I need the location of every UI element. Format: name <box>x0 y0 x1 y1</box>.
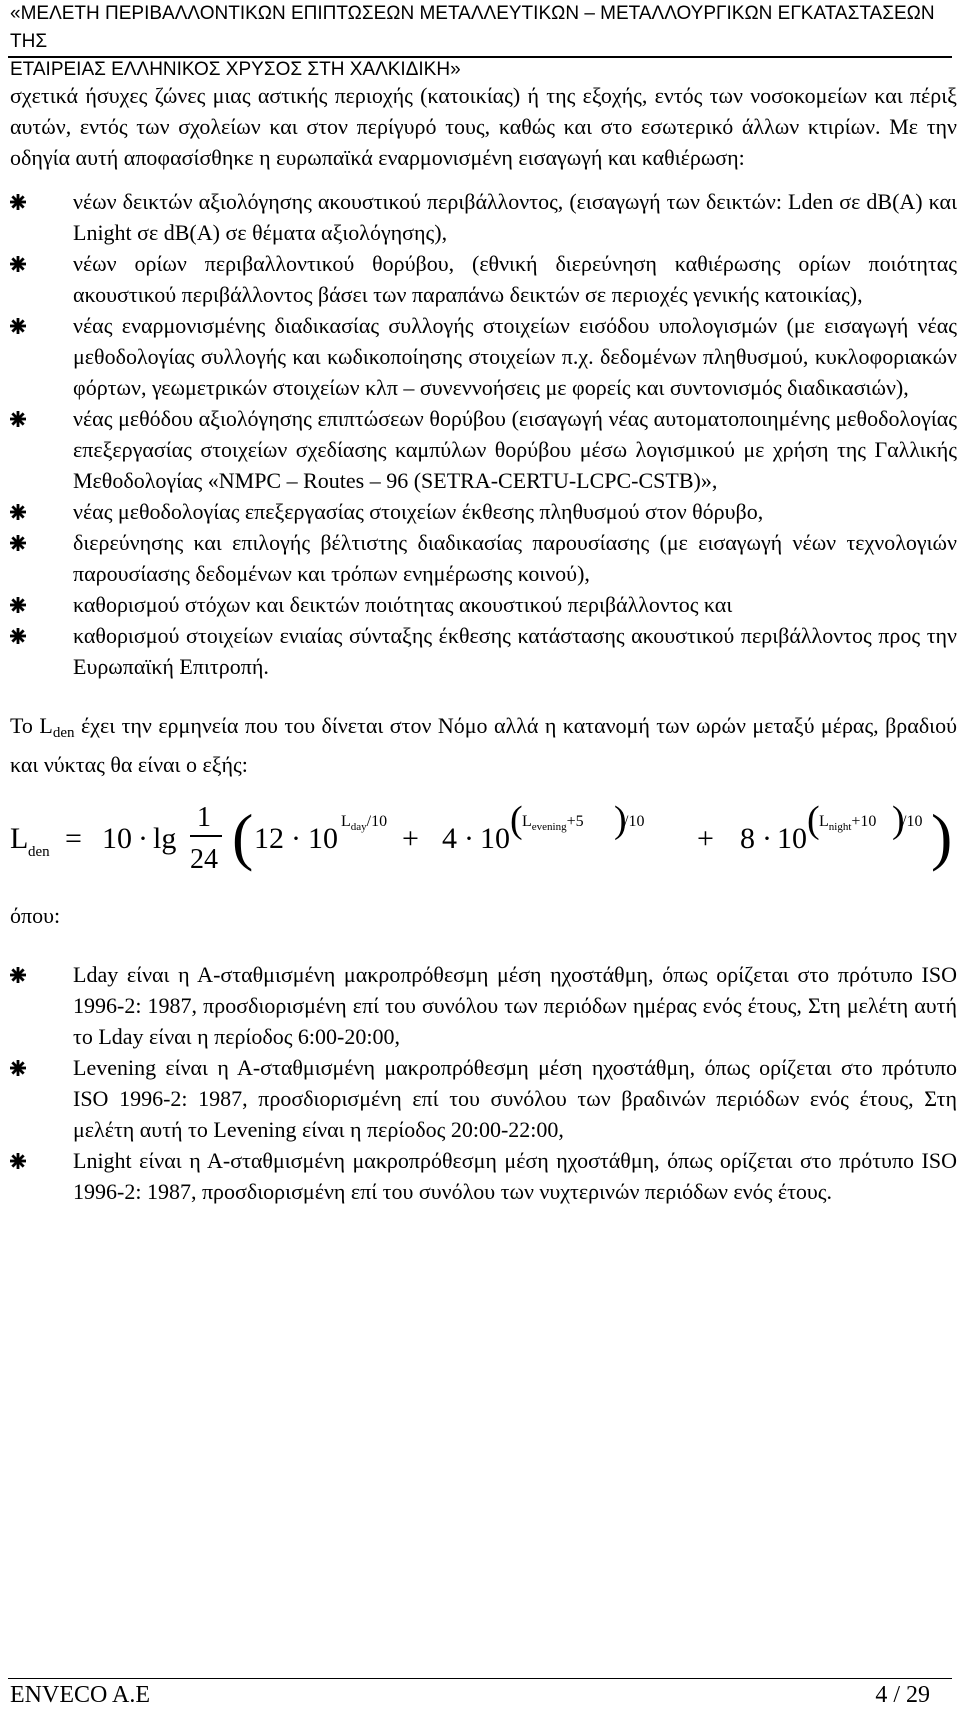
lden-before: Το L <box>10 713 53 738</box>
formula-paren-close: ) <box>931 801 953 872</box>
formula-t1-coef: 12 <box>254 822 284 855</box>
directive-bullet-list <box>10 186 957 682</box>
definition-item <box>10 1145 957 1207</box>
asterisk-bullet-icon <box>10 628 26 644</box>
formula-lhs-sub: den <box>28 844 50 860</box>
formula-lhs: L <box>10 822 29 855</box>
bullet-item-text: διερεύνησης και επιλογής βέλτιστης διαδικασίας παρουσίασης (με εισαγωγή νέων τεχνολογιών παρουσίασης δεδομένων και τρόπων ενημέρωσης κοινού), <box>73 530 957 586</box>
asterisk-bullet-icon <box>10 535 26 551</box>
formula-t1-ten: 10 <box>308 822 338 855</box>
where-label: όπου: <box>10 903 61 928</box>
bullet-item-text: νέων ορίων περιβαλλοντικού θορύβου, (εθνική διερεύνηση καθιέρωσης ορίων ποιότητας ακουστικού περιβάλλοντος βάσει των παραπάνω δεικτών σε περιοχές γενικής κατοικίας), <box>73 251 957 307</box>
formula-ten: 10 <box>102 822 132 855</box>
bullet-item <box>10 403 957 496</box>
bullet-item-text: καθορισμού στόχων και δεικτών ποιότητας ακουστικού περιβάλλοντος και <box>73 592 733 617</box>
lden-sentence <box>10 710 957 780</box>
bullet-item-text: νέων δεικτών αξιολόγησης ακουστικού περιβάλλοντος, (εισαγωγή των δεικτών: Lden σε dB(A) και Lnight σε dB(A) σε θέματα αξιολόγησης), <box>73 189 957 245</box>
formula-frac-den: 24 <box>190 844 218 875</box>
bullet-item <box>10 589 957 620</box>
bullet-item <box>10 310 957 403</box>
formula-plus-1: + <box>402 822 419 855</box>
formula-t2-exp: $L_{evening}+5$ <box>522 813 584 833</box>
formula-t3-exp-paren-open: ( <box>807 799 820 841</box>
formula-t1-exp: $L_{day}/10$ <box>341 813 388 833</box>
bullet-item-text: νέας μεθοδολογίας επεξεργασίας στοιχείων έκθεσης πληθυσμού στον θόρυβο, <box>73 499 764 524</box>
formula-t2-exp-div: /10 <box>624 813 645 830</box>
bullet-item <box>10 527 957 589</box>
formula-dot-2: · <box>291 822 301 855</box>
asterisk-bullet-icon <box>10 967 26 983</box>
formula-equals: = <box>65 822 82 855</box>
bullet-item <box>10 496 957 527</box>
formula-t3-exp-div: /10 <box>902 813 923 830</box>
definition-item <box>10 1052 957 1145</box>
formula-t2-coef: 4 <box>442 822 457 855</box>
definition-bullet-list <box>10 959 957 1207</box>
formula-lg: lg <box>153 822 177 855</box>
bullet-item-text: νέας εναρμονισμένης διαδικασίας συλλογής στοιχείων εισόδου υπολογισμών (με εισαγωγή νέας μεθοδολογίας συλλογής και κωδικοποίησης στοιχείων π.χ. δεδομένων πληθυσμού, κυκλοφοριακών φόρτων, γεωμετρικών στοιχείων κλπ – συνεννοήσεις με φορείς και συντονισμός διαδικασιών), <box>73 313 957 400</box>
formula-dot-3: · <box>464 822 474 855</box>
formula-t3-ten: 10 <box>777 822 807 855</box>
footer-divider <box>8 1678 952 1679</box>
formula-dot-4: · <box>762 822 772 855</box>
lden-subscript: den <box>52 725 75 741</box>
formula-t2-exp-paren-close: ) <box>614 799 627 841</box>
formula-t2-ten: 10 <box>480 822 510 855</box>
asterisk-bullet-icon <box>10 1060 26 1076</box>
formula-paren-open: ( <box>232 801 254 872</box>
asterisk-bullet-icon <box>10 411 26 427</box>
formula-plus-2: + <box>697 822 714 855</box>
formula-frac-num: 1 <box>197 802 211 833</box>
definition-item-text: Lnight είναι η Α-σταθμισμένη μακροπρόθεσμη μέση ηχοστάθμη, όπως ορίζεται στο πρότυπο ISO 1996-2: 1987, προσδιορισμένη επί του συνόλου των νυχτερινών περιόδων ενός έτους. <box>73 1148 957 1204</box>
asterisk-bullet-icon <box>10 1153 26 1169</box>
header-divider <box>8 56 952 58</box>
bullet-item-text: καθορισμού στοιχείων ενιαίας σύνταξης έκθεσης κατάστασης ακουστικού περιβάλλοντος προς την Ευρωπαϊκή Επιτροπή. <box>73 623 957 679</box>
bullet-item <box>10 248 957 310</box>
formula-dot-1: · <box>138 822 148 855</box>
definition-item-text: Levening είναι η Α-σταθμισμένη μακροπρόθεσμη μέση ηχοστάθμη, όπως ορίζεται στο πρότυπο ISO 1996-2: 1987, προσδιορισμένη επί του συνόλου των βραδινών περιόδων ενός έτους, Στη μελέτη αυτή το Levening είναι η περίοδος 20:00-22:00, <box>73 1055 957 1142</box>
formula-t3-coef: 8 <box>740 822 755 855</box>
document-body <box>10 80 957 1235</box>
footer-company: ENVECO A.E <box>10 1682 150 1708</box>
definition-item <box>10 959 957 1052</box>
bullet-item <box>10 186 957 248</box>
asterisk-bullet-icon <box>10 504 26 520</box>
intro-paragraph: σχετικά ήσυχες ζώνες μιας αστικής περιοχής (κατοικίας) ή της εξοχής, εντός των νοσοκομείων και πέριξ αυτών, εντός των σχολείων και στον περίγυρό τους, καθώς και στο εσωτερικό άλλων κτιρίων. Με την οδηγία αυτή αποφασίσθηκε η ευρωπαϊκά εναρμονισμένη εισαγωγή και καθιέρωση: <box>10 83 957 170</box>
formula-graphic <box>10 788 953 886</box>
formula-t3-exp-paren-close: ) <box>892 799 905 841</box>
asterisk-bullet-icon <box>10 256 26 272</box>
asterisk-bullet-icon <box>10 318 26 334</box>
lden-formula <box>10 788 957 886</box>
page-header <box>10 0 950 84</box>
bullet-item-text: νέας μεθόδου αξιολόγησης επιπτώσεων θορύβου (εισαγωγή νέας αυτοματοποιημένης μεθοδολογίας επεξεργασίας στοιχείων σχεδίασης καμπύλων θορύβου μέσω λογισμικού με χρήση της Γαλλικής Μεθοδολογίας «NMPC – Routes – 96 (SETRA-CERTU-LCPC-CSTB)», <box>73 406 957 493</box>
formula-t3-exp: $L_{night}+10$ <box>819 813 877 833</box>
asterisk-bullet-icon <box>10 597 26 613</box>
header-line-2: ΕΤΑΙΡΕΙΑΣ ΕΛΛΗΝΙΚΟΣ ΧΡΥΣΟΣ ΣΤΗ ΧΑΛΚΙΔΙΚΗ» <box>10 59 461 80</box>
asterisk-bullet-icon <box>10 194 26 210</box>
definition-item-text: Lday είναι η Α-σταθμισμένη μακροπρόθεσμη μέση ηχοστάθμη, όπως ορίζεται στο πρότυπο ISO 1996-2: 1987, προσδιορισμένη επί του συνόλου των περιόδων ημέρας ενός έτους, Στη μελέτη αυτή το Lday είναι η περίοδος 6:00-20:00, <box>73 962 957 1049</box>
lden-after: έχει την ερμηνεία που του δίνεται στον Νόμο αλλά η κατανομή των ωρών μεταξύ μέρας, βραδιού και νύκτας θα είναι ο εξής: <box>10 713 957 777</box>
footer-page-number: 4 / 29 <box>875 1682 930 1708</box>
bullet-item <box>10 620 957 682</box>
formula-t2-exp-paren-open: ( <box>510 799 523 841</box>
header-line-1: «ΜΕΛΕΤΗ ΠΕΡΙΒΑΛΛΟΝΤΙΚΩΝ ΕΠΙΠΤΩΣΕΩΝ ΜΕΤΑΛΛΕΥΤΙΚΩΝ – ΜΕΤΑΛΛΟΥΡΓΙΚΩΝ ΕΓΚΑΤΑΣΤΑΣΕΩΝ ΤΗΣ <box>10 3 935 52</box>
